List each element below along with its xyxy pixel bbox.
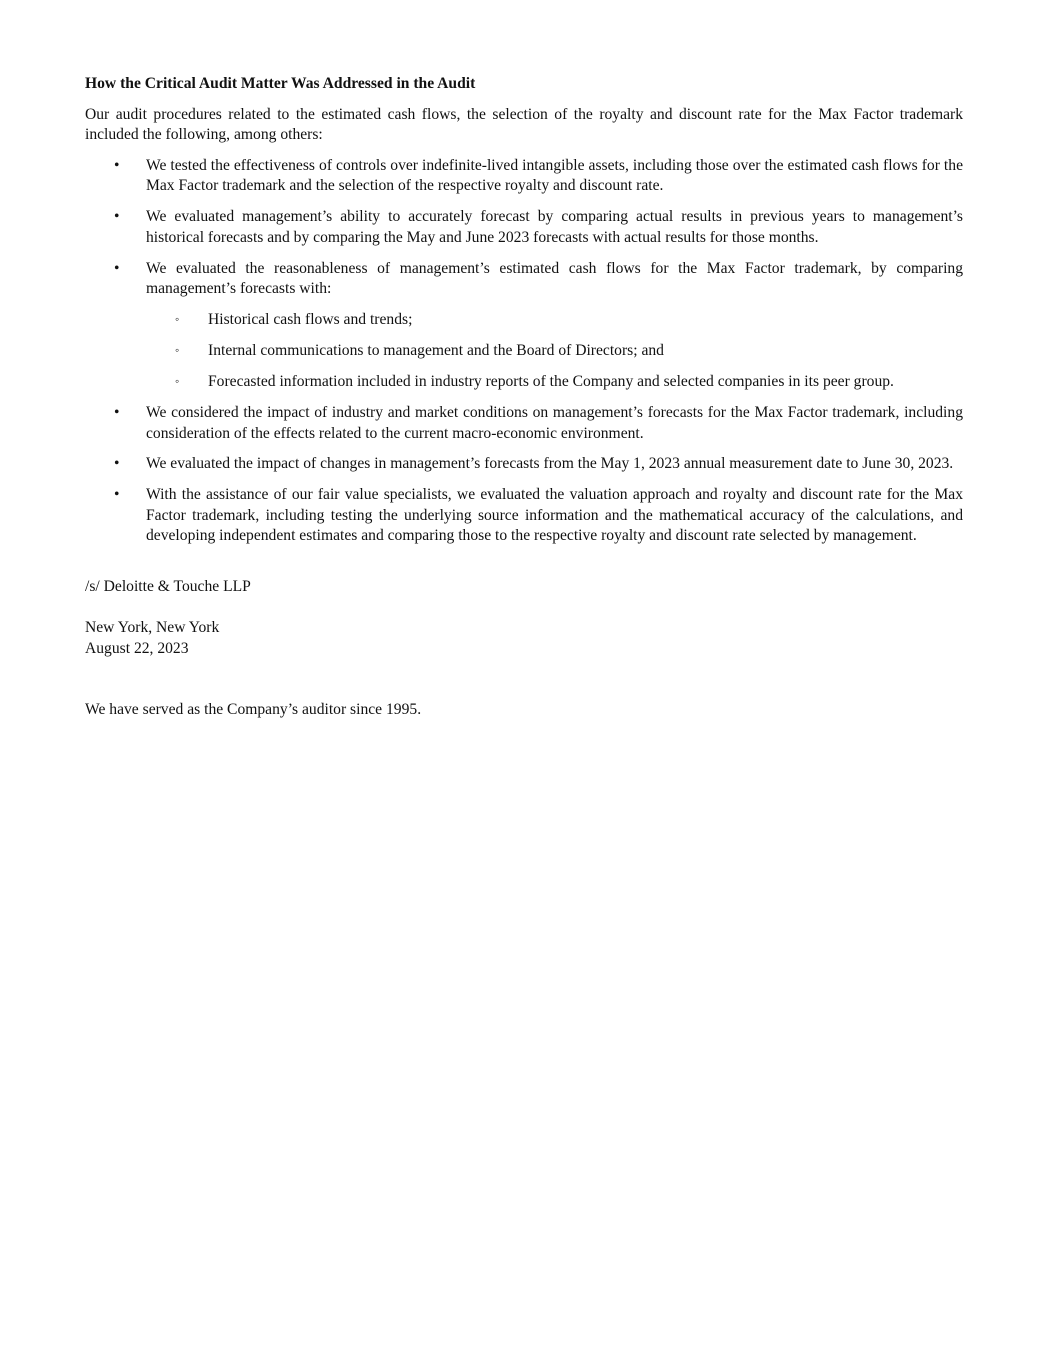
list-item — [85, 156, 963, 197]
bullet-icon: • — [114, 259, 120, 277]
list-item-text: We evaluated management’s ability to accurately forecast by comparing actual results in previous years to management’s historical forecasts and by comparing the May and June 2023 forecasts with actual results for those months. — [146, 208, 963, 246]
sub-list-item — [146, 372, 963, 393]
bullet-icon: • — [114, 403, 120, 421]
sub-list-item-text: Internal communications to management and the Board of Directors; and — [208, 342, 664, 360]
list-item-text: We evaluated the reasonableness of management’s estimated cash flows for the Max Factor trademark, by comparing management’s forecasts with: — [146, 259, 963, 298]
hollow-bullet-icon: ◦ — [175, 374, 180, 389]
bullet-icon: • — [114, 455, 120, 473]
auditor-tenure-statement: We have served as the Company’s auditor since 1995. — [85, 701, 422, 719]
forecast-comparison-list — [146, 310, 963, 392]
list-item-text: We considered the impact of industry and market conditions on management’s forecasts for the Max Factor trademark, including consideration of the effects related to the current macro-economic environment. — [146, 403, 963, 442]
list-item-text: We evaluated the impact of changes in management’s forecasts from the May 1, 2023 annual measurement date to June 30, 2023. — [146, 455, 954, 473]
list-item — [85, 485, 963, 547]
intro-paragraph: Our audit procedures related to the estimated cash flows, the selection of the royalty and discount rate for the Max Factor trademark included the following, among others: — [85, 105, 963, 144]
procedures-list — [85, 156, 963, 547]
report-date: August 22, 2023 — [85, 639, 189, 657]
report-city: New York, New York — [85, 619, 220, 637]
list-item — [85, 259, 963, 393]
bullet-icon: • — [114, 486, 120, 504]
sub-list-item-text: Historical cash flows and trends; — [208, 311, 413, 329]
sub-list-item — [146, 341, 963, 362]
list-item-text: With the assistance of our fair value specialists, we evaluated the valuation approach and royalty and discount rate for the Max Factor trademark, including testing the underlying source information and the mathematical accuracy of the calculations, and developing independent estimates and comparing those to the respective royalty and discount rate selected by management. — [146, 486, 963, 545]
list-item-text: We tested the effectiveness of controls over indefinite-lived intangible assets, including those over the estimated cash flows for the Max Factor trademark and the selection of the respective royalty and discount rate. — [146, 156, 963, 195]
sub-list-item — [146, 310, 963, 331]
list-item — [85, 454, 963, 475]
hollow-bullet-icon: ◦ — [175, 343, 180, 358]
document-page — [85, 74, 963, 721]
list-item — [85, 207, 963, 248]
bullet-icon: • — [114, 156, 120, 174]
hollow-bullet-icon: ◦ — [175, 312, 180, 327]
auditor-signature: /s/ Deloitte & Touche LLP — [85, 578, 251, 596]
section-heading: How the Critical Audit Matter Was Addressed in the Audit — [85, 75, 476, 92]
list-item — [85, 403, 963, 444]
sub-list-item-text: Forecasted information included in industry reports of the Company and selected companies in its peer group. — [208, 373, 894, 391]
bullet-icon: • — [114, 208, 120, 226]
